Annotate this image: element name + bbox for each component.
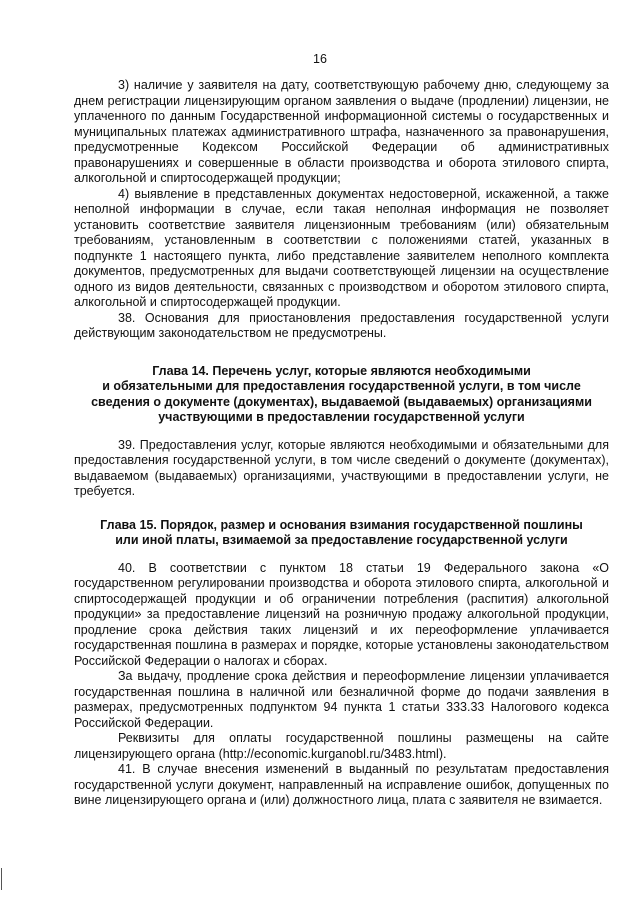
chapter-15-heading-line: или иной платы, взимаемой за предоставление государственной услуги: [115, 533, 568, 547]
page-number: 16: [313, 52, 327, 66]
chapter-14-heading-line: участвующими в предоставлении государственной услуги: [158, 410, 525, 424]
document-body: [74, 78, 609, 809]
paragraph-38: 38. Основания для приостановления предоставления государственной услуги действующим законодательством не предусмотрены.: [74, 310, 609, 340]
chapter-14-heading-line: и обязательными для предоставления государственной услуги, в том числе: [102, 379, 581, 393]
chapter-14-heading: [74, 364, 609, 426]
paragraph-40: 40. В соответствии с пунктом 18 статьи 19 Федерального закона «О государственном регулировании производства и оборота этилового спирта, алкогольной и спиртосодержащей продукции и об ограничении потребления (распития) алкогольной продукции» за предоставление лицензий на розничную продажу алкогольной продукции, продление срока действия таких лицензий и их переоформление уплачивается государственная пошлина в размерах и порядке, которые установлены законодательством Российской Федерации о налогах и сборах.: [74, 560, 609, 668]
chapter-14-heading-line: Глава 14. Перечень услуг, которые являются необходимыми: [152, 363, 531, 378]
chapter-15-heading-line: Глава 15. Порядок, размер и основания взимания государственной пошлины: [100, 517, 583, 532]
paragraph-fee-details: Реквизиты для оплаты государственной пошлины размещены на сайте лицензирующего органа (http://economic.kurganobl.ru/3483.html).: [74, 731, 609, 761]
paragraph-item-4: 4) выявление в представленных документах недостоверной, искаженной, а также неполной информации в случае, если такая неполная информация не позволяет установить соответствие заявителя лицензионным требованиям (или) обязательным требованиям, установленным в соответствии с положениями статей, указанных в подпункте 1 настоящего пункта, либо представление заявителем неполного комплекта документов, предусмотренных для выдачи соответствующей лицензии на осуществление одного из видов деятельности, связанных с производством и оборотом этилового спирта, алкогольной и спиртосодержащей продукции.: [74, 186, 609, 309]
paragraph-41: 41. В случае внесения изменений в выданный по результатам предоставления государственной услуги документ, направленный на исправление ошибок, допущенных по вине лицензирующего органа и (или) должностного лица, плата с заявителя не взимается.: [74, 762, 609, 807]
chapter-15-heading: [74, 518, 609, 549]
paragraph-item-3: 3) наличие у заявителя на дату, соответствующую рабочему дню, следующему за днем регистрации лицензирующим органом заявления о выдаче (продлении) лицензии, не уплаченного по данным Государственной информационной системы о государственных и муниципальных платежах административного штрафа, назначенного за правонарушения, предусмотренные Кодексом Российской Федерации об административных правонарушениях и совершенные в области производства и оборота этилового спирта, алкогольной и спиртосодержащей продукции;: [74, 78, 609, 185]
chapter-14-heading-line: сведения о документе (документах), выдаваемой (выдаваемых) организациями: [91, 394, 592, 409]
paragraph-fee-payment: За выдачу, продление срока действия и переоформление лицензии уплачивается государственная пошлина в наличной или безналичной форме до подачи заявления в размерах, предусмотренных подпунктом 94 пункта 1 статьи 333.33 Налогового кодекса Российской Федерации.: [74, 669, 609, 730]
paragraph-39: 39. Предоставления услуг, которые являются необходимыми и обязательными для предоставления государственной услуги, в том числе сведений о документе (документах), выдаваемом (выдаваемых) организациями, участвующими в предоставлении услуги, не требуется.: [74, 437, 609, 498]
scan-edge-mark: [1, 868, 2, 890]
